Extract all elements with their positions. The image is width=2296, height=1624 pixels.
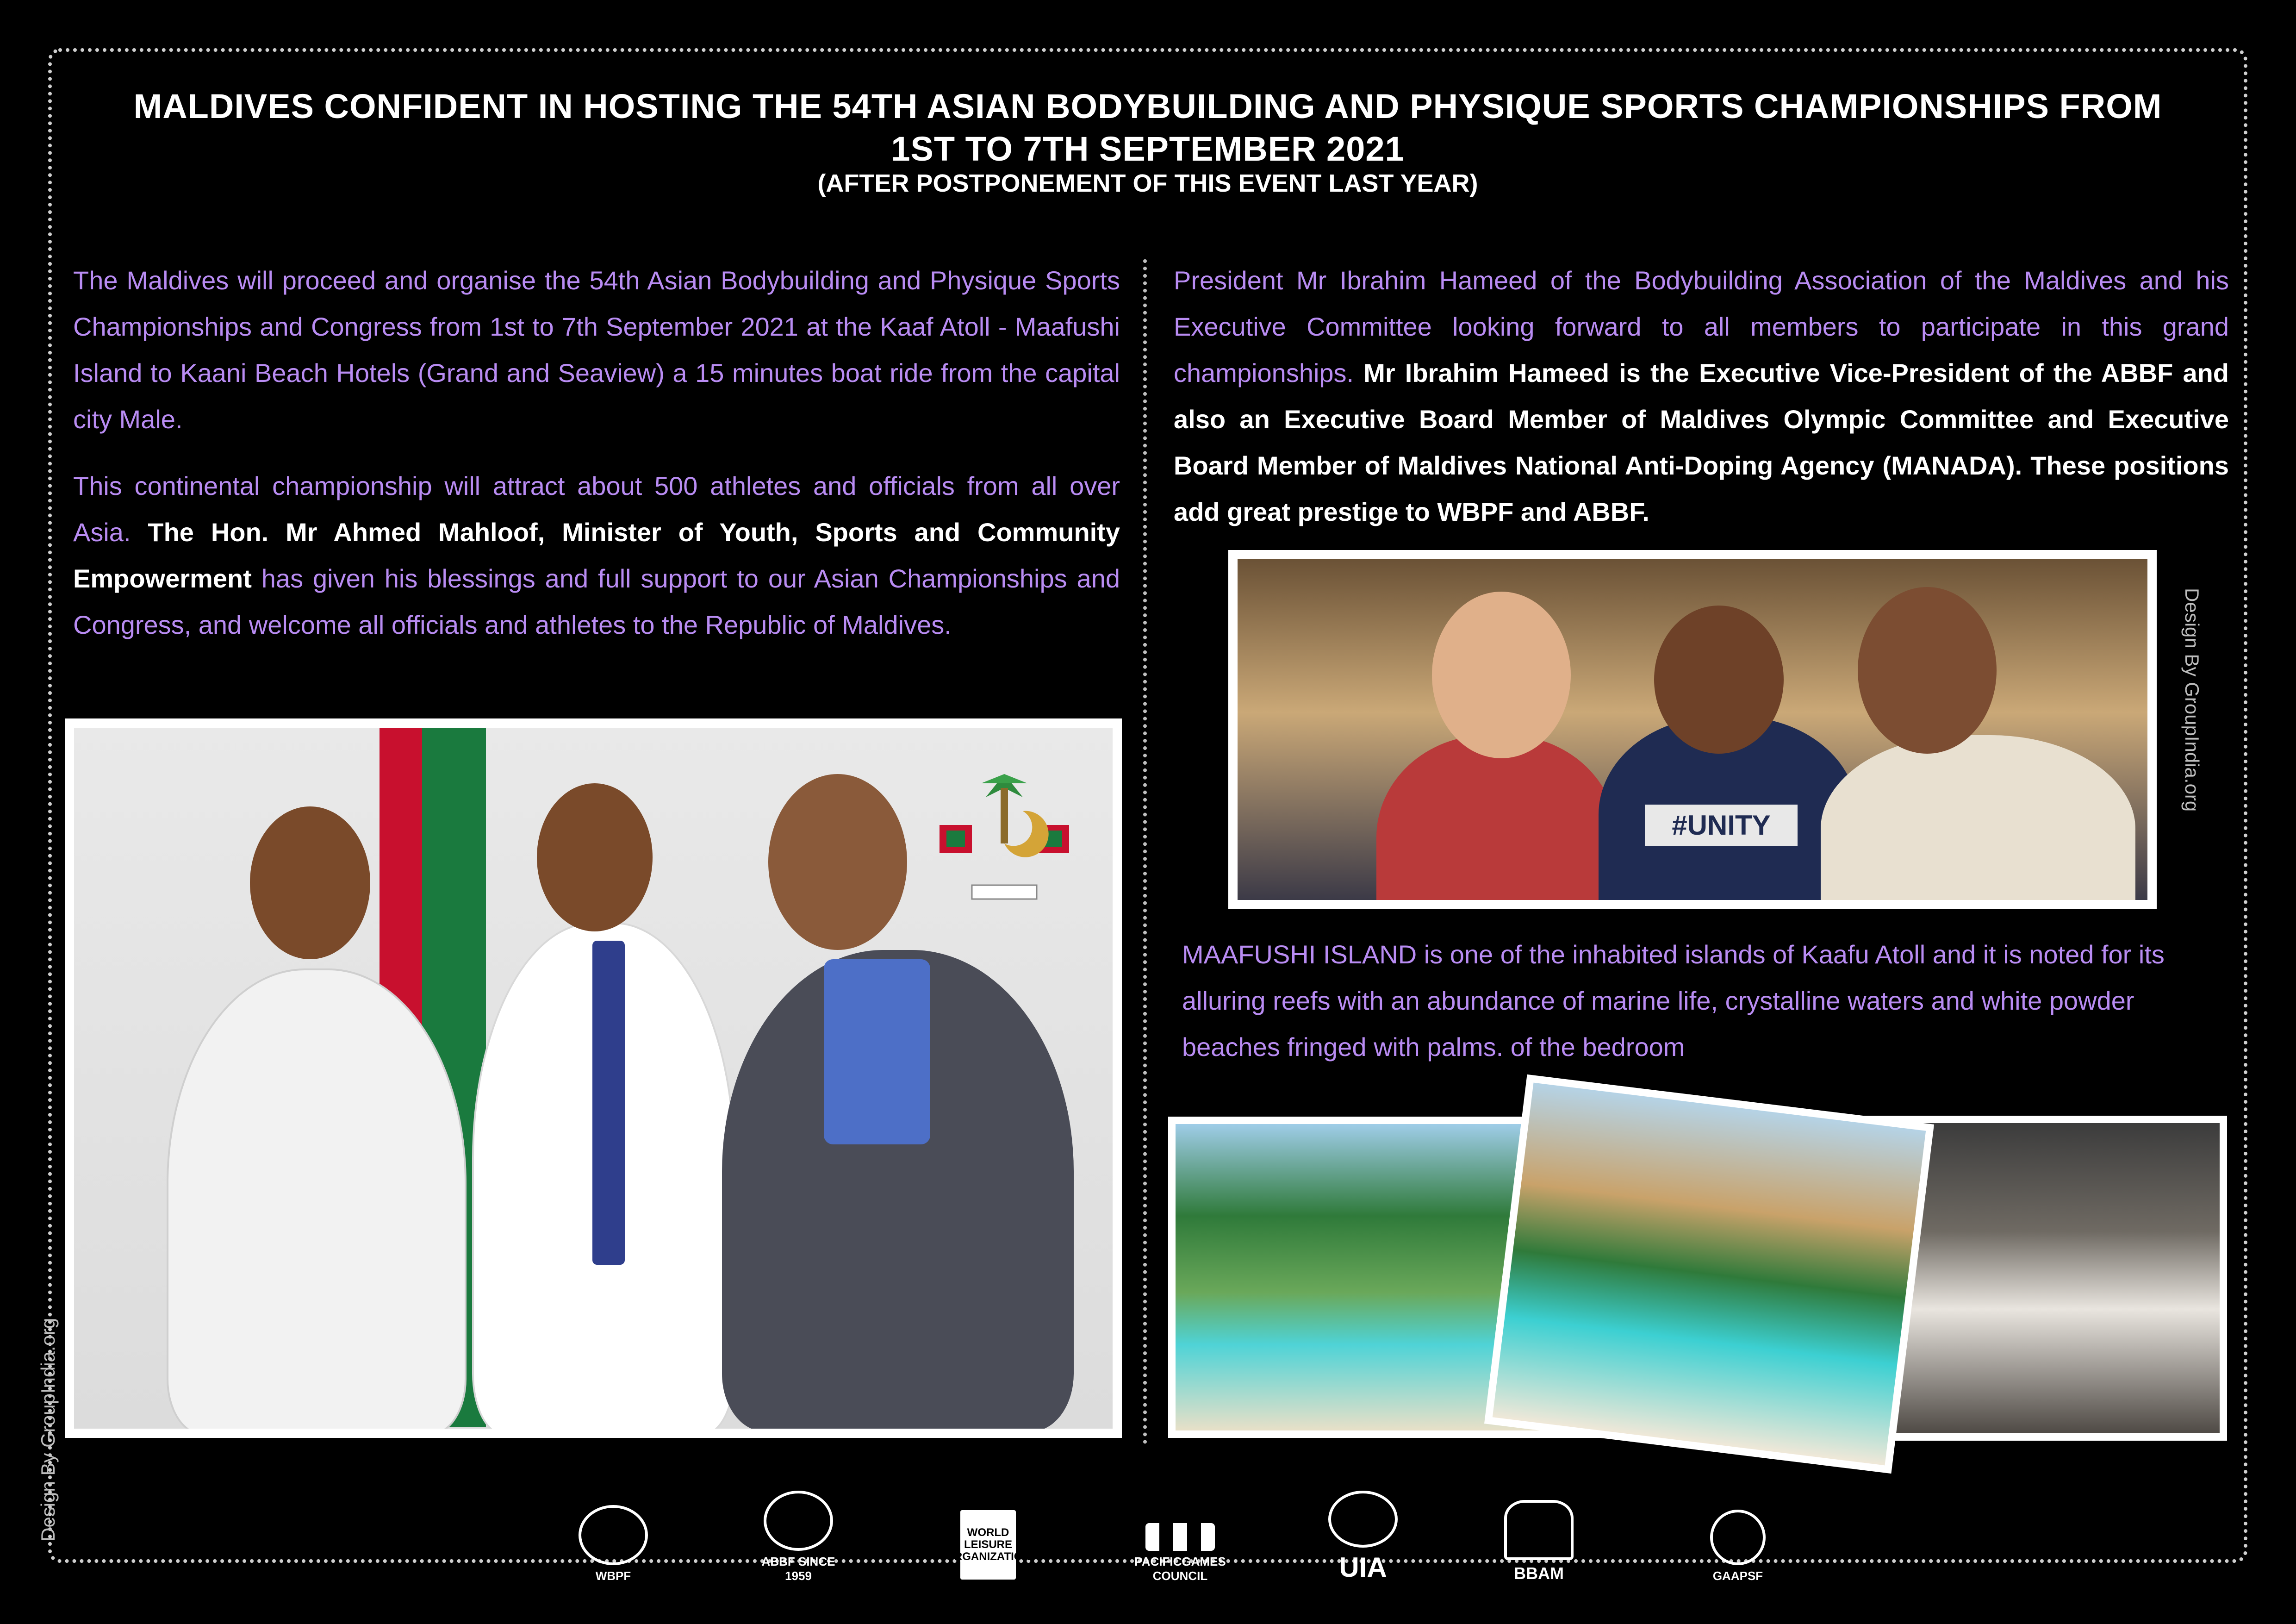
design-credit-left: Design By GroupIndia.org: [37, 1318, 59, 1542]
group-photo: [1228, 550, 2157, 909]
gaapsf-logo: [1689, 1491, 1786, 1583]
uia-logo: [1314, 1491, 1412, 1583]
person-right-shirt: [824, 959, 930, 1144]
minister-name: The Hon. Mr Ahmed Mahloof, Minister of Youth, Sports and Community Empowerment: [73, 518, 1120, 593]
group-photo-image: [1238, 559, 2147, 900]
man-center-head: [1654, 606, 1784, 754]
officials-photo: [65, 718, 1122, 1438]
person-right-head: [768, 774, 907, 950]
right-paragraph-1: [1174, 257, 2229, 535]
wlo-logo-icon: WORLD LEISURE ORGANIZATION: [960, 1510, 1016, 1580]
pacific-games-logo: [1120, 1491, 1240, 1583]
person-left: [167, 968, 467, 1429]
officials-photo-image: [74, 728, 1113, 1429]
right-paragraph-1-bold: Mr Ibrahim Hameed is the Executive Vice-President of the ABBF and also an Executive Board Member of Maldives Olympic Committee and Executive Board Member of Maldives National Anti-Doping Agency (MANADA). These positions add great prestige to WBPF and ABBF.: [1174, 358, 2229, 526]
bbam-logo-label: BBAM: [1514, 1564, 1564, 1583]
gaapsf-logo-icon: [1710, 1510, 1766, 1565]
abbf-logo-label: ABBF SINCE 1959: [761, 1555, 835, 1583]
page-title-line2: 1ST TO 7TH SEPTEMBER 2021: [891, 130, 1405, 168]
unity-shirt-text: #UNITY: [1645, 805, 1798, 846]
island-aerial-photo: [1484, 1074, 1934, 1474]
uia-logo-icon: [1328, 1491, 1398, 1548]
maldives-emblem-icon: [935, 756, 1074, 922]
island-aerial-photo-image: [1493, 1083, 1926, 1466]
page-title-line1: MALDIVES CONFIDENT IN HOSTING THE 54TH ASIAN BODYBUILDING AND PHYSIQUE SPORTS CHAMPIONSHIPS FROM: [133, 87, 2162, 125]
left-paragraph-1: The Maldives will proceed and organise the 54th Asian Bodybuilding and Physique Sports Championships and Congress from 1st to 7th September 2021 at the Kaaf Atoll - Maafushi Island to Kaani Beach Hotels (Grand and Seaview) a 15 minutes boat ride from the capital city Male.: [73, 266, 1120, 434]
man-right-figure: [1821, 735, 2135, 900]
abbf-logo: [750, 1491, 847, 1583]
wbpf-logo: [565, 1491, 662, 1583]
pacific-games-logo-label: PACIFICGAMES COUNCIL: [1134, 1555, 1226, 1583]
left-paragraph-2-end: has given his blessings and full support to our Asian Championships and Congress, and welcome all officials and athletes to the Republic of Maldives.: [73, 564, 1120, 639]
bbam-logo: [1490, 1491, 1587, 1583]
column-divider: [1143, 259, 1147, 1444]
right-paragraph-1-start: President Mr Ibrahim Hameed of the Bodybuilding Association of the Maldives and his Executive Committee looking forward to all members to participate in this grand championships.: [1174, 266, 2229, 387]
woman-figure: [1376, 735, 1617, 900]
gaapsf-logo-label: GAAPSF: [1712, 1569, 1763, 1583]
wlo-logo: [940, 1491, 1037, 1583]
wbpf-logo-label: WBPF: [595, 1569, 631, 1583]
bbam-logo-icon: [1504, 1500, 1574, 1560]
woman-head: [1432, 592, 1571, 758]
page-subtitle: (AFTER POSTPONEMENT OF THIS EVENT LAST YEAR): [817, 169, 1478, 197]
pacific-games-logo-icon: [1145, 1523, 1215, 1551]
person-center-head: [537, 783, 653, 931]
person-center-tie: [592, 941, 625, 1265]
man-right-head: [1858, 587, 1997, 754]
partner-logos: [565, 1491, 1796, 1583]
design-credit-right: Design By GroupIndia.org: [2181, 588, 2203, 812]
left-paragraph-2: [73, 463, 1120, 648]
maafushi-paragraph: MAAFUSHI ISLAND is one of the inhabited islands of Kaafu Atoll and it is noted for its alluring reefs with an abundance of marine life, crystalline waters and white powder beaches fringed with palms. of the bedroom: [1182, 940, 2165, 1062]
person-left-head: [250, 806, 370, 959]
left-paragraph-2-start: This continental championship will attract about 500 athletes and officials from all over Asia.: [73, 471, 1120, 547]
wbpf-logo-icon: [579, 1505, 648, 1565]
uia-logo-label: UIA: [1339, 1552, 1387, 1583]
abbf-logo-icon: [764, 1491, 833, 1551]
